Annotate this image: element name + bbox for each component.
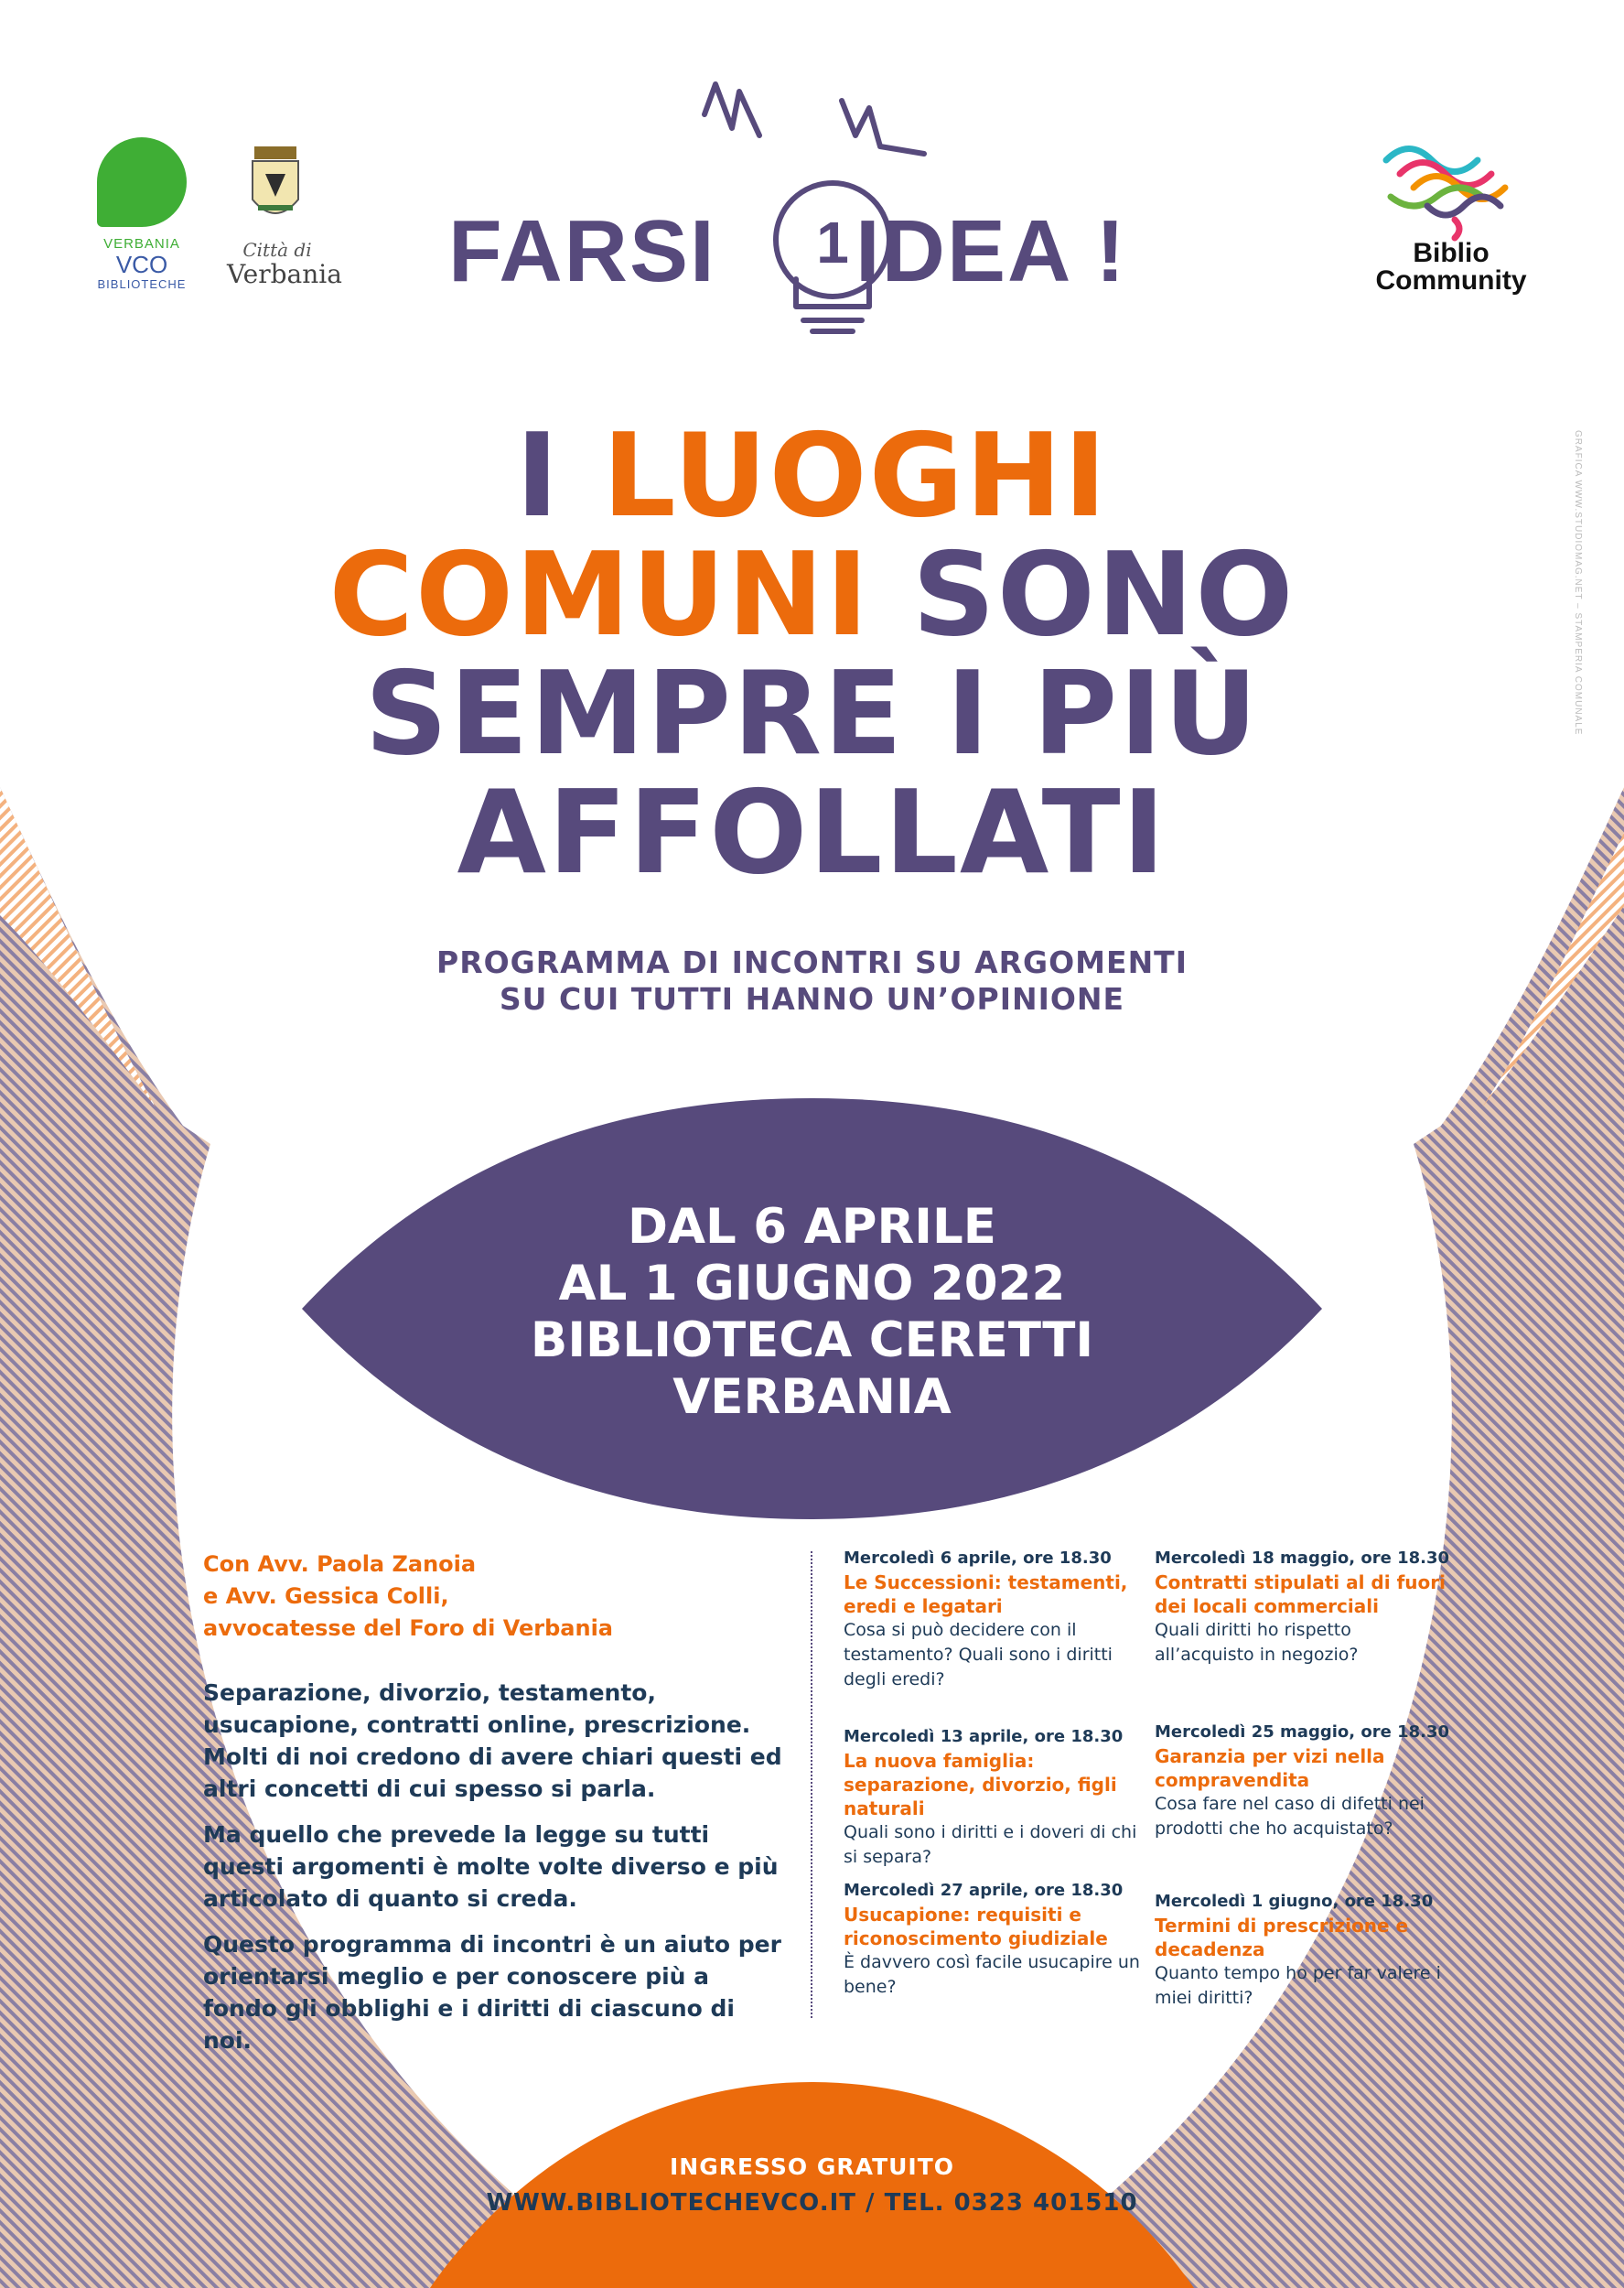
event-title: La nuova famiglia: separazione, divorzio, figli naturali (844, 1750, 1117, 1819)
subtitle-line2: SU CUI TUTTI HANNO UN’OPINIONE (499, 981, 1125, 1017)
headline-line4: AFFOLLATI (457, 765, 1167, 900)
event-item (1155, 1721, 1452, 1841)
brand-farsi: FARSI (448, 202, 716, 300)
biblio-community-logo (1372, 240, 1530, 295)
intro-paragraph-3: Questo programma di incontri è un aiuto per orientarsi meglio e per conoscere più a fondo gli obblighi e i diritti di ciascuno di noi. (203, 1931, 781, 2054)
event-question: Quali sono i diritti e i doveri di chi si separa? (844, 1822, 1137, 1867)
intro-paragraph-1: Separazione, divorzio, testamento, usucapione, contratti online, prescrizione. Molti di noi credono di avere chiari questi ed altri concetti di cui spesso si parla. (203, 1679, 782, 1802)
speakers (203, 1549, 789, 1645)
verbania-logo-line2: Verbania (227, 259, 342, 289)
event-title: Garanzia per vizi nella compravendita (1155, 1745, 1385, 1791)
dates-line4: VERBANIA (672, 1369, 952, 1425)
dates-line3: BIBLIOTECA CERETTI (530, 1312, 1094, 1368)
event-item (1155, 1547, 1452, 1667)
headline-word-i: I (515, 408, 603, 543)
vco-logo-line2: VCO (115, 251, 168, 278)
headline-word-sono: SONO (870, 527, 1296, 662)
event-date: Mercoledì 13 aprile, ore 18.30 (844, 1727, 1124, 1746)
headline-line1 (0, 408, 1624, 543)
vco-biblioteche-logo (91, 137, 192, 291)
brand-idea: IDEA ! (855, 202, 1127, 300)
event-date: Mercoledì 27 aprile, ore 18.30 (844, 1881, 1124, 1900)
dates-block (366, 1199, 1258, 1426)
free-entry-label: INGRESSO GRATUITO (669, 2153, 955, 2180)
event-question: Quanto tempo ho per far valere i miei diritti? (1155, 1963, 1441, 2008)
footer-arc (430, 2082, 1194, 2288)
event-title: Termini di prescrizione e decadenza (1155, 1915, 1409, 1960)
event-question: Quali diritti ho rispetto all’acquisto in negozio? (1155, 1620, 1359, 1665)
subtitle-line1: PROGRAMMA DI INCONTRI SU ARGOMENTI (436, 944, 1188, 980)
dates-line2: AL 1 GIUGNO 2022 (558, 1256, 1066, 1311)
event-question: Cosa si può decidere con il testamento? Quali sono i diritti degli eredi? (844, 1620, 1113, 1689)
biblio-logo-line2: Community (1375, 265, 1527, 296)
vco-logo-line1: VERBANIA (103, 236, 180, 252)
event-item (844, 1879, 1141, 2000)
subtitle (0, 944, 1624, 1018)
vco-drop-icon (97, 137, 187, 227)
event-item (1155, 1890, 1452, 2011)
bulb-number: 1 (816, 210, 849, 275)
column-divider (811, 1551, 812, 2018)
headline-line3: SEMPRE I PIÙ (364, 646, 1260, 781)
event-item (844, 1547, 1141, 1692)
headline-line2 (0, 527, 1624, 662)
event-title: Usucapione: requisiti e riconoscimento giudiziale (844, 1904, 1108, 1949)
event-date: Mercoledì 25 maggio, ore 18.30 (1155, 1722, 1450, 1742)
headline-word-luoghi: LUOGHI (602, 408, 1109, 543)
vco-logo-line3: BIBLIOTECHE (97, 277, 187, 291)
dates-line1: DAL 6 APRILE (628, 1199, 996, 1255)
speakers-line2: e Avv. Gessica Colli, (203, 1583, 449, 1609)
event-title: Contratti stipulati al di fuori dei locali commerciali (1155, 1571, 1446, 1617)
event-question: È davvero così facile usucapire un bene? (844, 1952, 1140, 1997)
print-credit-text: GRAFICA WWW.STUDIOMAG.NET – STAMPERIA COMUNALE (1573, 430, 1583, 736)
contact-line[interactable]: WWW.BIBLIOTECHEVCO.IT / TEL. 0323 401510 (486, 2189, 1138, 2217)
verbania-logo-line1: Città di (242, 239, 312, 261)
biblio-logo-line1: Biblio (1413, 238, 1490, 268)
verbania-crest-icon (253, 146, 298, 213)
intro-paragraph-2: Ma quello che prevede la legge su tutti questi argomenti è molte volte diverso e più articolato di quanto si creda. (203, 1821, 779, 1912)
event-date: Mercoledì 6 aprile, ore 18.30 (844, 1549, 1112, 1568)
speakers-line3: avvocatesse del Foro di Verbania (203, 1615, 613, 1641)
event-date: Mercoledì 1 giugno, ore 18.30 (1155, 1892, 1434, 1911)
citta-di-verbania-logo (227, 239, 342, 289)
event-question: Cosa fare nel caso di difetti nei prodotti che ho acquistato? (1155, 1794, 1425, 1839)
event-title: Le Successioni: testamenti, eredi e legatari (844, 1571, 1128, 1617)
event-date: Mercoledì 18 maggio, ore 18.30 (1155, 1549, 1450, 1568)
headline-word-comuni: COMUNI (328, 527, 871, 662)
event-item (844, 1725, 1141, 1870)
speakers-line1: Con Avv. Paola Zanoia (203, 1551, 477, 1577)
